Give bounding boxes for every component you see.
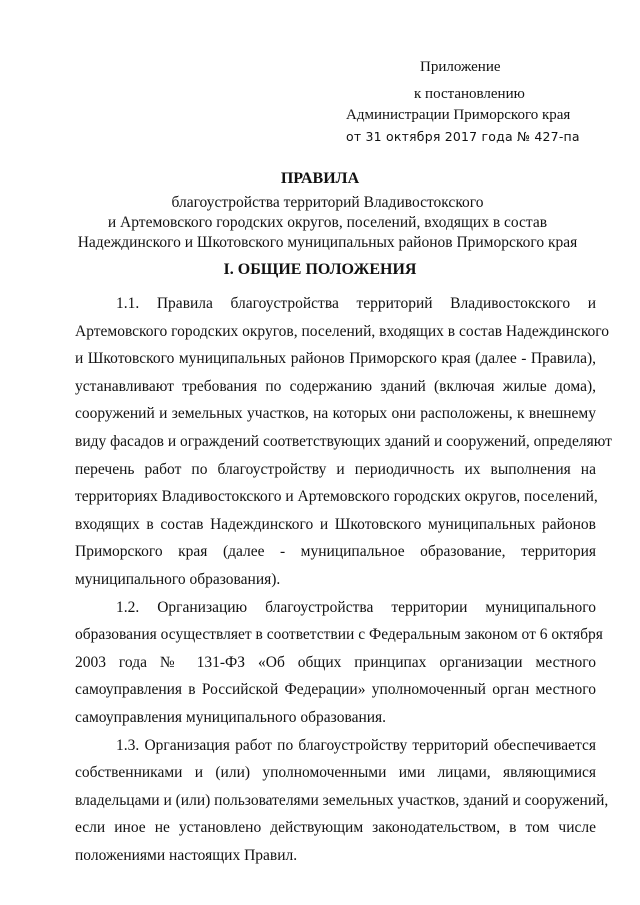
paragraph-line: перечень работ по благоустройству и периодичность их выполнения на <box>75 460 596 478</box>
paragraph-line: собственниками и (или) уполномоченными ими лицами, являющимися <box>75 764 596 782</box>
appendix-date-number: от 31 октября 2017 года № 427-па <box>346 129 580 144</box>
appendix-authority: Администрации Приморского края <box>346 107 571 123</box>
subtitle-line: Надеждинского и Шкотовского муниципальных районов Приморского края <box>77 234 578 251</box>
paragraph-line: входящих в состав Надеждинского и Шкотовского муниципальных районов <box>75 515 596 533</box>
appendix-label: Приложение <box>420 59 501 75</box>
paragraph-line: 1.3. Организация работ по благоустройству территорий обеспечивается <box>116 736 596 754</box>
paragraph-line: самоуправления в Российской Федерации» уполномоченный орган местного <box>75 681 596 699</box>
appendix-block <box>346 57 626 147</box>
document-subtitle <box>60 193 595 253</box>
paragraph-line: 1.2. Организацию благоустройства территории муниципального <box>116 598 596 616</box>
paragraph-line: территориях Владивостокского и Артемовского городских округов, поселений, <box>75 488 598 506</box>
paragraph-line: устанавливают требования по содержанию зданий (включая жилые дома), <box>75 377 596 395</box>
paragraph-line: Артемовского городских округов, поселений, входящих в состав Надеждинского <box>75 322 610 340</box>
paragraph-line: Приморского края (далее - муниципальное образование, территория <box>75 543 596 561</box>
subtitle-line: благоустройства территорий Владивостокского <box>171 194 484 211</box>
paragraph-line: образования осуществляет в соответствии с Федеральным законом от 6 октября <box>75 626 603 644</box>
section-heading: I. ОБЩИЕ ПОЛОЖЕНИЯ <box>223 261 417 278</box>
paragraph-line: муниципального образования). <box>75 570 281 588</box>
paragraph-line: положениями настоящих Правил. <box>75 846 298 864</box>
paragraph-1-2 <box>75 594 603 732</box>
paragraph-line: владельцами и (или) пользователями земельных участков, зданий и сооружений, <box>75 791 609 809</box>
paragraph-1-1 <box>75 290 612 594</box>
paragraph-line: самоуправления муниципального образования. <box>75 708 387 726</box>
paragraph-1-3 <box>75 732 609 870</box>
subtitle-line: и Артемовского городских округов, поселений, входящих в состав <box>107 214 548 231</box>
document-title: ПРАВИЛА <box>280 170 360 187</box>
paragraph-line: 1.1. Правила благоустройства территорий Владивостокского и <box>116 295 596 312</box>
paragraph-line: 2003 года № 131-ФЗ «Об общих принципах организации местного <box>75 653 596 671</box>
document-body <box>75 290 612 869</box>
appendix-resolution-ref: к постановлению <box>414 86 525 102</box>
paragraph-line: если иное не установлено действующим законодательством, в том числе <box>75 819 596 837</box>
paragraph-line: и Шкотовского муниципальных районов Приморского края (далее - Правила), <box>75 350 596 368</box>
paragraph-line: виду фасадов и ограждений соответствующих зданий и сооружений, определяют <box>75 432 612 450</box>
paragraph-line: сооружений и земельных участков, на которых они расположены, к внешнему <box>75 405 596 423</box>
